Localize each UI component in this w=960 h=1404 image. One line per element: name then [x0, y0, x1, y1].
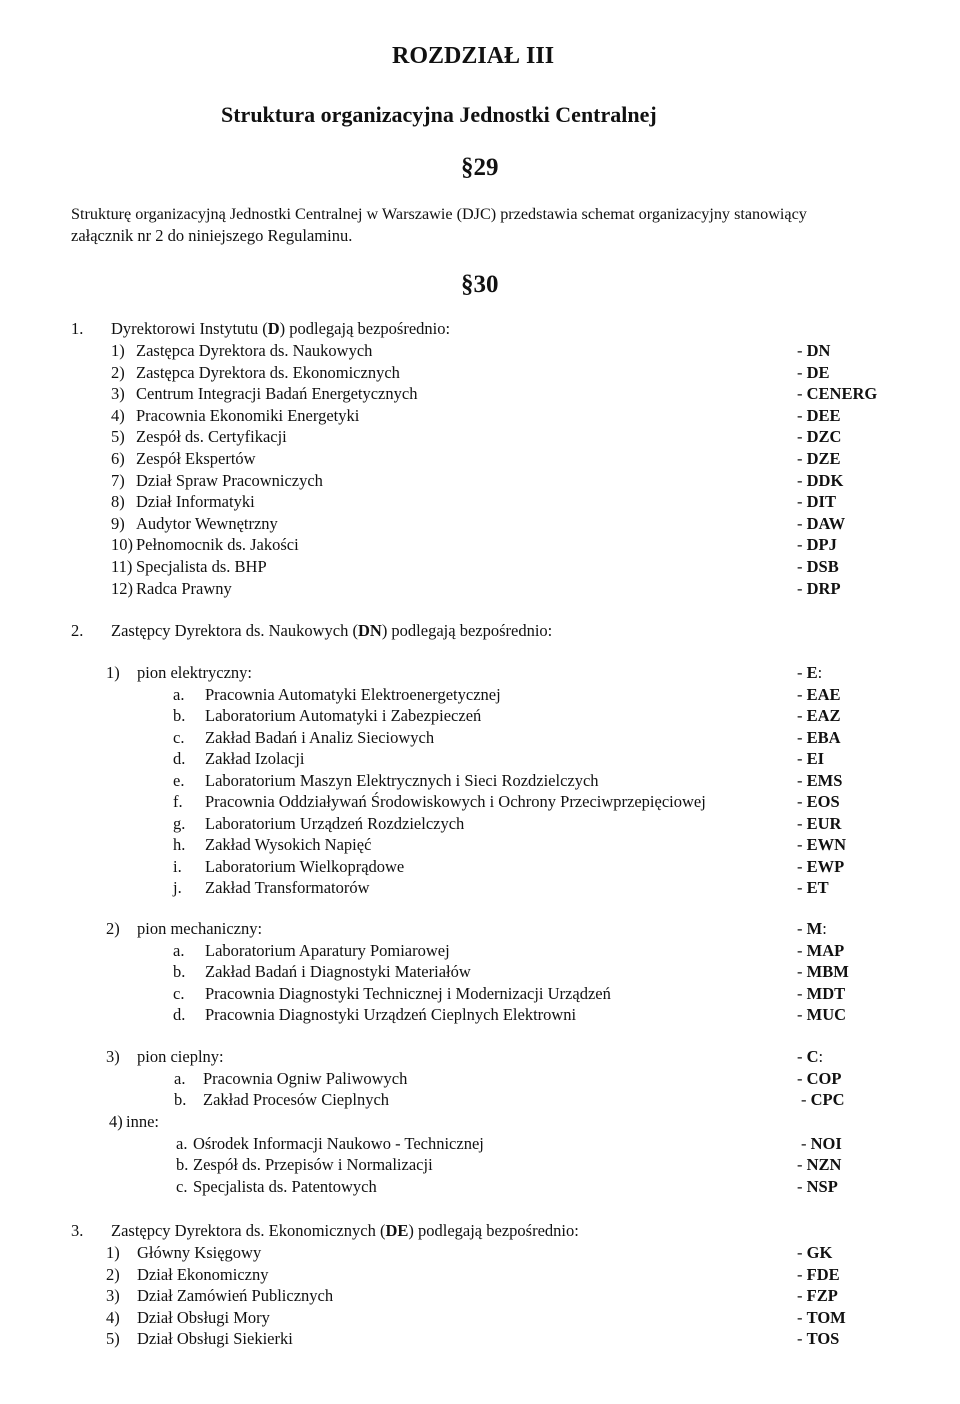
subitem-code: - COP	[797, 1068, 842, 1088]
point-1-text-b: ) podlegają bezpośrednio:	[279, 319, 451, 338]
section-30-heading: §30	[461, 271, 499, 298]
subitem-letter: a.	[173, 940, 185, 960]
subitem-label: Zakład Wysokich Napięć	[205, 835, 372, 854]
point-1-item-code: - DZC	[797, 427, 842, 447]
point-2-text-a: Zastępcy Dyrektora ds. Naukowych (	[111, 621, 358, 640]
point-2-abbr: DN	[357, 621, 382, 640]
subitem-code: - MBM	[797, 962, 849, 981]
subitem-label: Pracownia Diagnostyki Urządzeń Cieplnych Elektrowni	[205, 1005, 577, 1024]
subitem-label: Zakład Izolacji	[205, 749, 305, 768]
group-code: - M:	[797, 919, 827, 938]
group-number: 3)	[106, 1047, 120, 1066]
subitem-code: - EOS	[797, 792, 840, 811]
point-3-item-number: 4)	[106, 1307, 120, 1327]
point-1-item-code: - DN	[797, 341, 831, 360]
point-1-item-label: Centrum Integracji Badań Energetycznych	[136, 384, 418, 404]
subitem-code: - EAZ	[797, 706, 841, 725]
group-label: pion elektryczny:	[137, 663, 253, 682]
point-1-item-number: 11)	[111, 557, 133, 576]
point-3-item-label: Dział Ekonomiczny	[137, 1264, 269, 1284]
subitem-letter: a.	[174, 1068, 186, 1088]
subitem-code: - EI	[797, 749, 825, 768]
subitem-letter: b.	[176, 1155, 189, 1174]
subitem-letter: f.	[173, 792, 183, 811]
point-3-item-label: Dział Obsługi Siekierki	[137, 1329, 293, 1349]
point-1-item-number: 12)	[111, 578, 133, 598]
point-1-item-number: 7)	[111, 470, 125, 490]
subitem-code: - MUC	[797, 1005, 847, 1024]
point-1-item-label: Dział Spraw Pracowniczych	[136, 470, 323, 490]
point-3-item-code: - FZP	[797, 1286, 838, 1306]
point-1-item-label: Zespół Ekspertów	[136, 449, 256, 468]
section-29-paragraph-line-1: Strukturę organizacyjną Jednostki Centralnej w Warszawie (DJC) przedstawia schemat organizacyjny stanowiący	[71, 205, 807, 223]
point-1-item-number: 10)	[111, 535, 133, 555]
group-label: pion cieplny:	[137, 1047, 224, 1066]
point-1-item-label: Specjalista ds. BHP	[136, 557, 267, 576]
group-number: 4)	[109, 1112, 123, 1131]
group-code: - E:	[797, 663, 823, 682]
point-1-item-code: - DZE	[797, 449, 841, 468]
subitem-label: Laboratorium Aparatury Pomiarowej	[205, 940, 450, 960]
subitem-letter: b.	[173, 706, 186, 725]
subitem-label: Ośrodek Informacji Naukowo - Technicznej	[193, 1133, 484, 1153]
subitem-code: - ET	[797, 878, 829, 897]
subitem-label: Laboratorium Wielkoprądowe	[205, 856, 405, 876]
point-1-item-number: 2)	[111, 362, 125, 382]
point-1-item-number: 4)	[111, 405, 125, 425]
point-1-abbr: D	[267, 319, 280, 338]
point-1-item-code: - CENERG	[797, 384, 878, 404]
subitem-code: - NOI	[801, 1133, 842, 1153]
subitem-letter: d.	[173, 749, 186, 768]
subitem-letter: i.	[173, 856, 182, 876]
subitem-label: Zakład Badań i Diagnostyki Materiałów	[205, 962, 471, 981]
subitem-letter: b.	[174, 1090, 187, 1109]
subitem-code: - EWP	[797, 856, 845, 876]
point-1-item-label: Zastępca Dyrektora ds. Ekonomicznych	[136, 362, 400, 382]
point-2-text-b: ) podlegają bezpośrednio:	[381, 621, 553, 640]
subitem-letter: c.	[173, 983, 185, 1003]
point-1-item-code: - DIT	[797, 492, 836, 512]
point-1-item-number: 6)	[111, 449, 125, 468]
subitem-letter: g.	[173, 813, 186, 833]
subitem-label: Pracownia Automatyki Elektroenergetycznej	[205, 684, 501, 704]
point-1-item-label: Zastępca Dyrektora ds. Naukowych	[136, 341, 373, 360]
point-1-item-label: Zespół ds. Certyfikacji	[136, 427, 287, 447]
subitem-label: Pracownia Oddziaływań Środowiskowych i Ochrony Przeciwprzepięciowej	[205, 792, 706, 811]
point-3-item-label: Główny Księgowy	[137, 1243, 262, 1262]
point-1-number: 1.	[71, 319, 84, 338]
subitem-letter: c.	[173, 727, 185, 747]
subitem-letter: a.	[173, 684, 185, 704]
point-3-item-label: Dział Obsługi Mory	[137, 1307, 270, 1327]
subitem-code: - EAE	[797, 684, 841, 704]
subitem-code: - EBA	[797, 727, 841, 747]
point-1-item-number: 3)	[111, 384, 125, 404]
subitem-code: - EMS	[797, 770, 843, 790]
subitem-code: - EWN	[797, 835, 847, 854]
point-3-item-code: - FDE	[797, 1264, 840, 1284]
point-3-text-b: ) podlegają bezpośrednio:	[408, 1221, 579, 1240]
document-subtitle: Struktura organizacyjna Jednostki Centralnej	[221, 102, 657, 127]
point-3-item-number: 5)	[106, 1329, 120, 1349]
subitem-label: Zakład Transformatorów	[205, 878, 370, 897]
point-1-item-label: Radca Prawny	[136, 578, 232, 598]
point-2-number: 2.	[71, 621, 84, 640]
subitem-letter: c.	[176, 1176, 188, 1196]
point-1-item-code: - DRP	[797, 578, 841, 598]
group-number: 2)	[106, 919, 120, 938]
point-3-number: 3.	[71, 1221, 84, 1240]
subitem-letter: e.	[173, 770, 185, 790]
subitem-letter: d.	[173, 1005, 186, 1024]
point-1-item-code: - DAW	[797, 513, 846, 533]
group-label: inne:	[126, 1112, 159, 1131]
subitem-letter: j.	[173, 878, 182, 897]
point-1-text-a: Dyrektorowi Instytutu (	[111, 319, 268, 338]
subitem-code: - MDT	[797, 983, 846, 1003]
subitem-label: Specjalista ds. Patentowych	[193, 1176, 377, 1196]
point-3-item-code: - TOM	[797, 1307, 846, 1327]
subitem-label: Zakład Procesów Cieplnych	[203, 1090, 390, 1109]
group-code: - C:	[797, 1047, 824, 1066]
subitem-label: Zespół ds. Przepisów i Normalizacji	[193, 1155, 433, 1174]
point-1-item-number: 9)	[111, 513, 125, 533]
point-3-item-number: 1)	[106, 1243, 120, 1262]
point-1-item-code: - DPJ	[797, 535, 837, 555]
group-number: 1)	[106, 663, 120, 682]
point-3-item-label: Dział Zamówień Publicznych	[137, 1286, 334, 1306]
section-29-heading: §29	[461, 154, 499, 181]
point-1-item-code: - DE	[797, 362, 830, 382]
point-1-item-number: 8)	[111, 492, 125, 512]
subitem-code: - CPC	[801, 1090, 845, 1109]
subitem-label: Zakład Badań i Analiz Sieciowych	[205, 727, 435, 747]
subitem-code: - NSP	[797, 1176, 838, 1196]
point-3-intro	[111, 1223, 579, 1240]
point-3-item-number: 3)	[106, 1286, 120, 1306]
subitem-code: - NZN	[797, 1155, 842, 1174]
subitem-letter: h.	[173, 835, 186, 854]
subitem-label: Pracownia Diagnostyki Technicznej i Modernizacji Urządzeń	[205, 983, 611, 1003]
point-3-item-code: - GK	[797, 1243, 833, 1262]
subitem-letter: a.	[176, 1133, 188, 1153]
point-1-item-number: 1)	[111, 341, 125, 360]
point-1-item-label: Audytor Wewnętrzny	[136, 513, 278, 533]
subitem-label: Laboratorium Urządzeń Rozdzielczych	[205, 813, 465, 833]
chapter-title: ROZDZIAŁ III	[392, 43, 555, 69]
point-1-item-label: Pracownia Ekonomiki Energetyki	[136, 405, 360, 425]
subitem-code: - MAP	[797, 940, 845, 960]
point-1-item-label: Pełnomocnik ds. Jakości	[136, 535, 299, 555]
section-29-paragraph-line-2: załącznik nr 2 do niniejszego Regulaminu.	[71, 226, 353, 245]
point-1-item-label: Dział Informatyki	[136, 492, 255, 512]
point-1-intro	[111, 321, 450, 338]
subitem-letter: b.	[173, 962, 186, 981]
point-1-item-number: 5)	[111, 427, 125, 447]
point-3-abbr: DE	[385, 1221, 409, 1240]
point-1-item-code: - DSB	[797, 557, 839, 576]
point-1-item-code: - DEE	[797, 405, 841, 425]
point-3-text-a: Zastępcy Dyrektora ds. Ekonomicznych (	[111, 1221, 386, 1240]
group-label: pion mechaniczny:	[137, 919, 263, 938]
subitem-label: Laboratorium Maszyn Elektrycznych i Sieci Rozdzielczych	[205, 770, 599, 790]
point-3-item-code: - TOS	[797, 1329, 840, 1349]
point-3-item-number: 2)	[106, 1264, 120, 1284]
subitem-code: - EUR	[797, 813, 842, 833]
subitem-label: Pracownia Ogniw Paliwowych	[203, 1068, 408, 1088]
point-2-intro	[111, 623, 552, 640]
point-1-item-code: - DDK	[797, 470, 844, 490]
subitem-label: Laboratorium Automatyki i Zabezpieczeń	[205, 706, 482, 725]
